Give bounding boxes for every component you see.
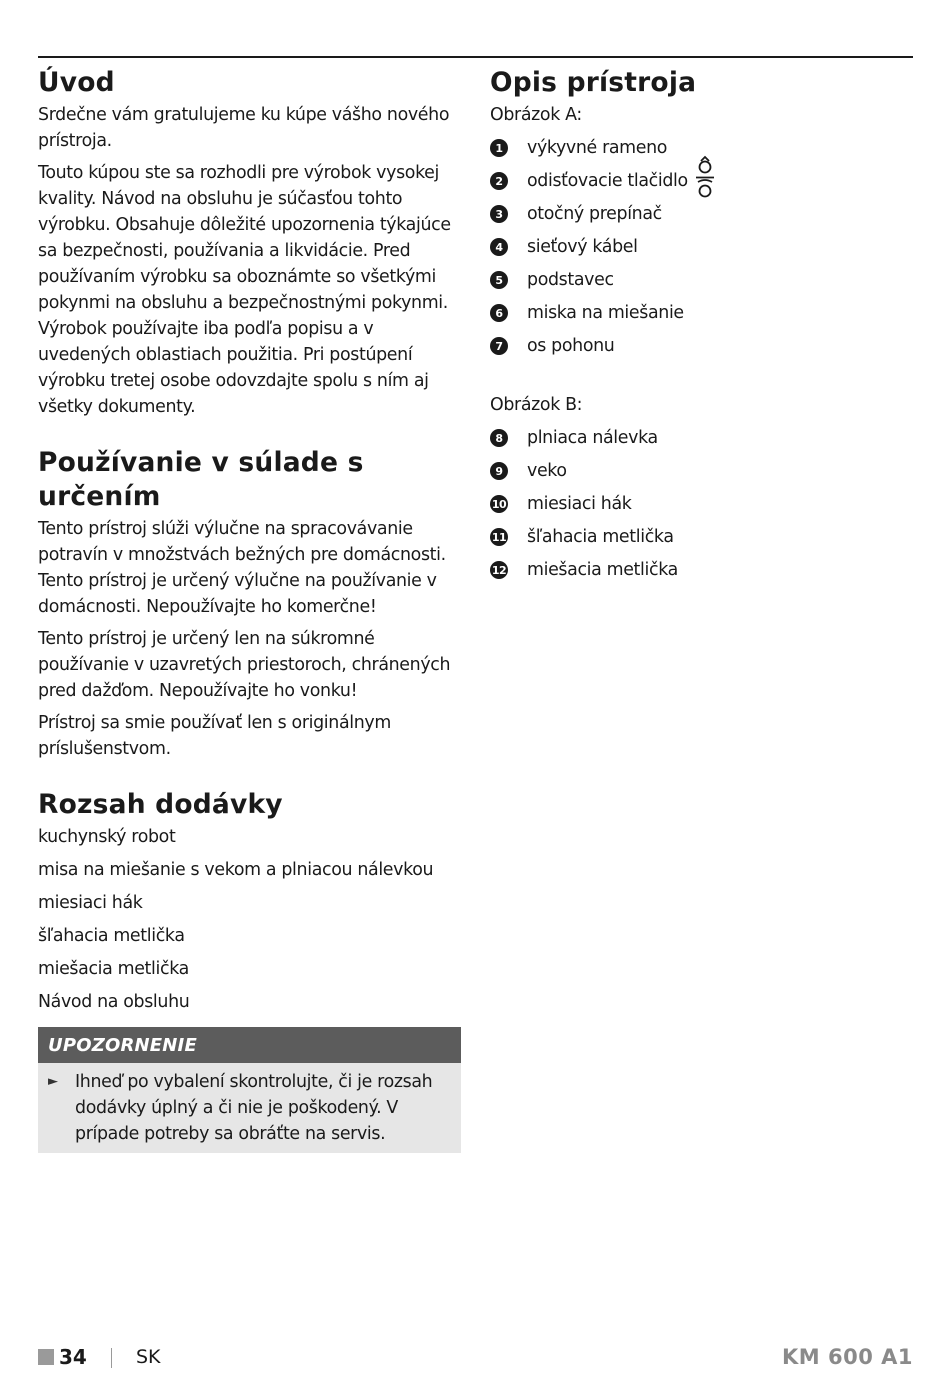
list-item: misa na miešanie s vekom a plniacou nálevkou [38, 860, 434, 880]
item-label: miesiaci hák [527, 494, 632, 514]
list-item [490, 458, 910, 484]
item-label: odisťovacie tlačidlo [527, 171, 688, 191]
warning-text: Ihneď po vybalení skontrolujte, či je rozsah dodávky úplný a či nie je poškodený. V prípade potreby sa obráťte na servis. [75, 1072, 433, 1144]
lock-release-icon [694, 154, 716, 204]
list-item: miešacia metlička [38, 959, 189, 979]
intro-section [38, 66, 463, 420]
square-icon [38, 1349, 54, 1365]
language-code: SK [136, 1346, 161, 1368]
left-column [38, 66, 463, 1153]
delivery-heading: Rozsah dodávky [38, 789, 283, 820]
item-label: miska na miešanie [527, 303, 684, 323]
number-badge: 2 [490, 172, 508, 190]
delivery-list [38, 824, 463, 1015]
item-label: podstavec [527, 270, 614, 290]
intended-use-paragraph: Tento prístroj je určený len na súkromné používanie v uzavretých priestoroch, chránených pred dažďom. Nepoužívajte ho vonku! [38, 629, 451, 701]
list-item: Návod na obsluhu [38, 992, 190, 1012]
warning-box [38, 1027, 461, 1153]
warning-title: UPOZORNENIE [38, 1027, 461, 1063]
item-label: šľahacia metlička [527, 527, 674, 547]
list-item: šľahacia metlička [38, 926, 185, 946]
model-name: KM 600 A1 [782, 1345, 913, 1369]
list-item [490, 267, 910, 293]
list-item [490, 300, 910, 326]
list-item [490, 557, 910, 583]
number-badge: 1 [490, 139, 508, 157]
item-label: sieťový kábel [527, 237, 638, 257]
intended-use-paragraph: Tento prístroj slúži výlučne na spracovávanie potravín v množstvách bežných pre domácnosti. Tento prístroj je určený výlučne na používanie v domácnosti. Nepoužívajte ho komerčne! [38, 519, 446, 617]
intro-paragraph: Touto kúpou ste sa rozhodli pre výrobok vysokej kvality. Návod na obsluhu je súčasťou tohto výrobku. Obsahuje dôležité upozornenia týkajúce sa bezpečnosti, používania a likvidácie. Pred používaním výrobku sa oboznámte so všetkými pokynmi na obsluhu a bezpečnostnými pokynmi. Výrobok používajte iba podľa popisu a v uvedených oblastiach použitia. Pri postúpení výrobku tretej osobe odovzdajte spolu s ním aj všetky dokumenty. [38, 163, 451, 417]
list-item [490, 524, 910, 550]
item-label: plniaca nálevka [527, 428, 658, 448]
page-number: 34 [59, 1345, 87, 1369]
page-footer [38, 1344, 913, 1372]
list-item [490, 234, 910, 260]
number-badge: 5 [490, 271, 508, 289]
arrow-icon: ► [48, 1074, 58, 1089]
list-item: miesiaci hák [38, 893, 143, 913]
item-label: miešacia metlička [527, 560, 678, 580]
item-label: výkyvné rameno [527, 138, 668, 158]
number-badge: 6 [490, 304, 508, 322]
figure-b-label: Obrázok B: [490, 395, 583, 415]
intro-paragraph: Srdečne vám gratulujeme ku kúpe vášho nového prístroja. [38, 105, 450, 151]
number-badge: 8 [490, 429, 508, 447]
list-item: kuchynský robot [38, 827, 176, 847]
figure-a-label: Obrázok A: [490, 105, 582, 125]
list-item [490, 333, 910, 359]
number-badge: 4 [490, 238, 508, 256]
item-label: otočný prepínač [527, 204, 662, 224]
intended-use-heading: Používanie v súlade s určením [38, 447, 364, 512]
delivery-section [38, 788, 463, 1153]
figure-b-list [490, 425, 910, 583]
warning-body [38, 1063, 461, 1153]
number-badge: 12 [490, 561, 508, 579]
number-badge: 10 [490, 495, 508, 513]
footer-divider [111, 1348, 112, 1368]
number-badge: 3 [490, 205, 508, 223]
number-badge: 11 [490, 528, 508, 546]
list-item [490, 425, 910, 451]
top-rule [38, 56, 913, 58]
intended-use-section [38, 446, 463, 762]
number-badge: 9 [490, 462, 508, 480]
description-heading: Opis prístroja [490, 67, 697, 98]
item-label: os pohonu [527, 336, 615, 356]
list-item [490, 201, 910, 227]
right-column [490, 66, 910, 583]
item-label: veko [527, 461, 567, 481]
list-item [490, 491, 910, 517]
number-badge: 7 [490, 337, 508, 355]
intended-use-paragraph: Prístroj sa smie používať len s originálnym príslušenstvom. [38, 713, 391, 759]
intro-heading: Úvod [38, 67, 115, 98]
